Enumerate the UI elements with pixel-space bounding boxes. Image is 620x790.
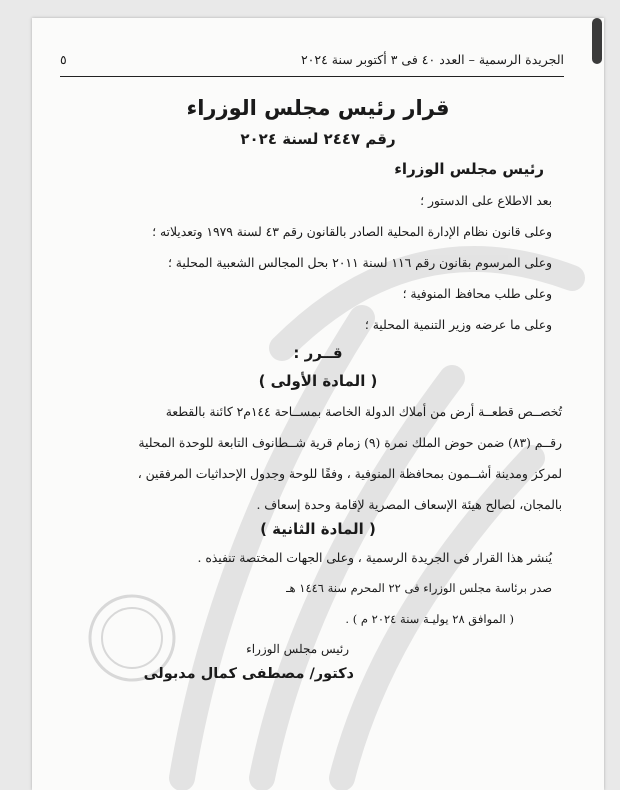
article-1-line: بالمجان، لصالح هيئة الإسعاف المصرية لإقامة وحدة إسعاف . [256, 498, 562, 512]
article-1-heading: ( المادة الأولى ) [258, 372, 378, 390]
decree-title: قرار رئيس مجلس الوزراء [186, 96, 450, 120]
decided-heading: قــرر : [293, 344, 343, 362]
preamble-line: بعد الاطلاع على الدستور ؛ [420, 194, 552, 208]
preamble-line: وعلى المرسوم بقانون رقم ١١٦ لسنة ٢٠١١ بحل المجالس الشعبية المحلية ؛ [167, 256, 552, 270]
page-header [60, 52, 564, 67]
article-1-line: رقــم (٨٣) ضمن حوض الملك نمرة (٩) زمام قرية شــطانوف التابعة للوحدة المحلية [138, 436, 562, 450]
article-2-text: يُنشر هذا القرار فى الجريدة الرسمية ، وعلى الجهات المختصة تنفيذه . [197, 551, 552, 565]
signer-name: دكتور/ مصطفى كمال مدبولى [143, 666, 354, 682]
header-divider [60, 76, 564, 77]
preamble-line: وعلى طلب محافظ المنوفية ؛ [402, 287, 552, 301]
article-2-heading: ( المادة الثانية ) [260, 520, 376, 538]
page-number: ٥ [60, 52, 67, 67]
decree-issuer: رئيس مجلس الوزراء [394, 160, 544, 178]
corresponding-date: ( الموافق ٢٨ يوليـة سنة ٢٠٢٤ م ) . [345, 612, 514, 626]
document-page [32, 18, 604, 790]
article-1-line: لمركز ومدينة أشــمون بمحافظة المنوفية ، وفقًا للوحة وجدول الإحداثيات المرفقين ، [137, 467, 562, 481]
article-1-line: تُخصــص قطعــة أرض من أملاك الدولة الخاصة بمســاحة ١٤٤م٢ كائنة بالقطعة [165, 405, 562, 419]
signer-title: رئيس مجلس الوزراء [246, 642, 349, 656]
preamble-line: وعلى ما عرضه وزير التنمية المحلية ؛ [364, 318, 552, 332]
issued-date: صدر برئاسة مجلس الوزراء فى ٢٢ المحرم سنة ١٤٤٦ هـ [286, 581, 552, 595]
decree-number: رقم ٢٤٤٧ لسنة ٢٠٢٤ [240, 130, 396, 148]
gazette-issue-line: الجريدة الرسمية – العدد ٤٠ فى ٣ أكتوبر سنة ٢٠٢٤ [300, 52, 564, 67]
preamble-line: وعلى قانون نظام الإدارة المحلية الصادر بالقانون رقم ٤٣ لسنة ١٩٧٩ وتعديلاته ؛ [152, 225, 552, 239]
